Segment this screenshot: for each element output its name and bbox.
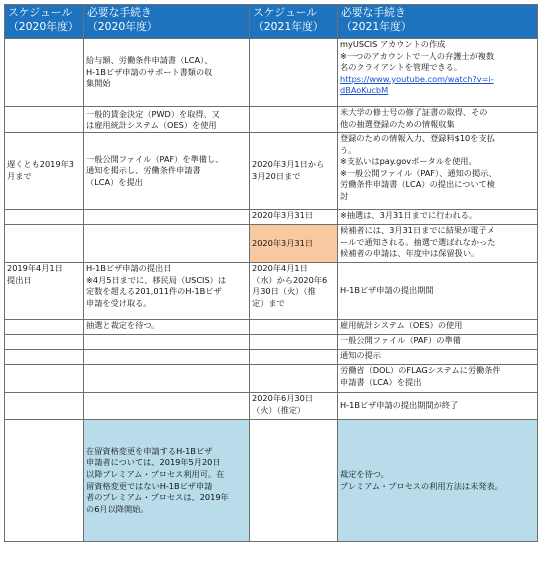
cell-procedure-2021: myUSCIS アカウントの作成 ※一つのアカウントで一人の弁護士が複数 名のクライアントを管理できる。 https://www.youtube.com/watch?v=i- dBAoKucbM [338, 39, 538, 107]
cell-procedure-2021: H-1Bビザ申請の提出期間が終了 [338, 393, 538, 420]
youtube-link-continued[interactable]: dBAoKucbM [340, 85, 389, 96]
table-row [5, 133, 538, 210]
cell-schedule-2020 [5, 320, 84, 335]
cell-procedure-2020 [84, 365, 250, 393]
cell-schedule-2020 [5, 39, 84, 107]
table-row [5, 225, 538, 263]
cell-schedule-2020 [5, 335, 84, 350]
cell-schedule-2020 [5, 420, 84, 542]
cell-schedule-2020 [5, 225, 84, 263]
cell-schedule-2021: 2020年4月1日 （水）から2020年6 月30日（火）（推 定）まで [250, 263, 338, 320]
cell-procedure-2021: 通知の提示 [338, 350, 538, 365]
cell-procedure-2020: 一般的賃金決定（PWD）を取得、又 は雇用統計システム（OES）を使用 [84, 107, 250, 133]
cell-schedule-2020: 遅くとも2019年3 月まで [5, 133, 84, 210]
table-row [5, 263, 538, 320]
cell-procedure-2020 [84, 350, 250, 365]
header-schedule-2020: スケジュール （2020年度） [5, 5, 84, 39]
cell-schedule-2021: 2020年3月1日から 3月20日まで [250, 133, 338, 210]
cell-schedule-2021 [250, 107, 338, 133]
cell-procedure-2021: 登録のための情報入力、登録料$10を支払 う。 ※支払いはpay.govポータルを使用。 ※一般公開ファイル（PAF）、通知の掲示、 労働条件申請書（LCA）の提出について検 討 [338, 133, 538, 210]
cell-procedure-2020 [84, 393, 250, 420]
cell-schedule-2021 [250, 320, 338, 335]
table-row [5, 39, 538, 107]
cell-schedule-2021 [250, 335, 338, 350]
cell-procedure-2021: 候補者には、3月31日までに結果が電子メ ールで通知される。抽選で選ばれなかった 候補者の申請は、年度中は保留扱い。 [338, 225, 538, 263]
cell-schedule-2020 [5, 210, 84, 225]
cell-procedure-2020 [84, 210, 250, 225]
cell-schedule-2021 [250, 350, 338, 365]
schedule-table [4, 4, 538, 542]
cell-schedule-2021 [250, 39, 338, 107]
cell-procedure-2021: H-1Bビザ申請の提出期間 [338, 263, 538, 320]
table-row [5, 393, 538, 420]
cell-schedule-2020 [5, 393, 84, 420]
table-row [5, 365, 538, 393]
cell-procedure-2020: 一般公開ファイル（PAF）を準備し、 通知を掲示し、労働条件申請書 （LCA）を提出 [84, 133, 250, 210]
table-row [5, 320, 538, 335]
header-row [5, 5, 538, 39]
cell-procedure-2021-highlight: 裁定を待つ。 プレミアム・プロセスの利用方法は未発表。 [338, 420, 538, 542]
header-schedule-2021: スケジュール （2021年度） [250, 5, 338, 39]
cell-procedure-2020: 抽選と裁定を待つ。 [84, 320, 250, 335]
cell-procedure-2021: 雇用統計システム（OES）の使用 [338, 320, 538, 335]
table-row [5, 210, 538, 225]
table-row [5, 420, 538, 542]
cell-procedure-2021: 労働省（DOL）のFLAGシステムに労働条件 申請書（LCA）を提出 [338, 365, 538, 393]
table-row [5, 335, 538, 350]
cell-procedure-2021: 米大学の修士号の修了証書の取得、その 他の抽選登録のための情報収集 [338, 107, 538, 133]
cell-procedure-2021: ※抽選は、3月31日までに行われる。 [338, 210, 538, 225]
cell-schedule-2021 [250, 365, 338, 393]
table-row [5, 107, 538, 133]
cell-procedure-2021: 一般公開ファイル（PAF）の準備 [338, 335, 538, 350]
youtube-link[interactable]: https://www.youtube.com/watch?v=i- [340, 73, 494, 84]
cell-procedure-2020-highlight: 在留資格変更を申請するH-1Bビザ 申請者については、2019年5月20日 以降プレミアム・プロセス利用可。在 留資格変更ではないH-1Bビザ申請 者のプレミアム・プロセスは、2019年 の6月以降開始。 [84, 420, 250, 542]
cell-schedule-2021 [250, 420, 338, 542]
header-procedures-2020: 必要な手続き （2020年度） [84, 5, 250, 39]
cell-schedule-2020 [5, 365, 84, 393]
cell-procedure-2020: H-1Bビザ申請の提出日 ※4月5日までに、移民局（USCIS）は 定数を超える201,011件のH-1Bビザ 申請を受け取る。 [84, 263, 250, 320]
cell-schedule-2020 [5, 350, 84, 365]
cell-procedure-2020 [84, 335, 250, 350]
cell-schedule-2020: 2019年4月1日 提出日 [5, 263, 84, 320]
cell-schedule-2021: 2020年6月30日 （火）（推定） [250, 393, 338, 420]
header-procedures-2021: 必要な手続き （2021年度） [338, 5, 538, 39]
cell-schedule-2020 [5, 107, 84, 133]
cell-schedule-2021-highlight: 2020年3月31日 [250, 225, 338, 263]
cell-procedure-2020 [84, 225, 250, 263]
table-row [5, 350, 538, 365]
cell-schedule-2021: 2020年3月31日 [250, 210, 338, 225]
cell-procedure-2020: 給与額、労働条件申請書（LCA）、 H-1Bビザ申請のサポート書類の収 集開始 [84, 39, 250, 107]
